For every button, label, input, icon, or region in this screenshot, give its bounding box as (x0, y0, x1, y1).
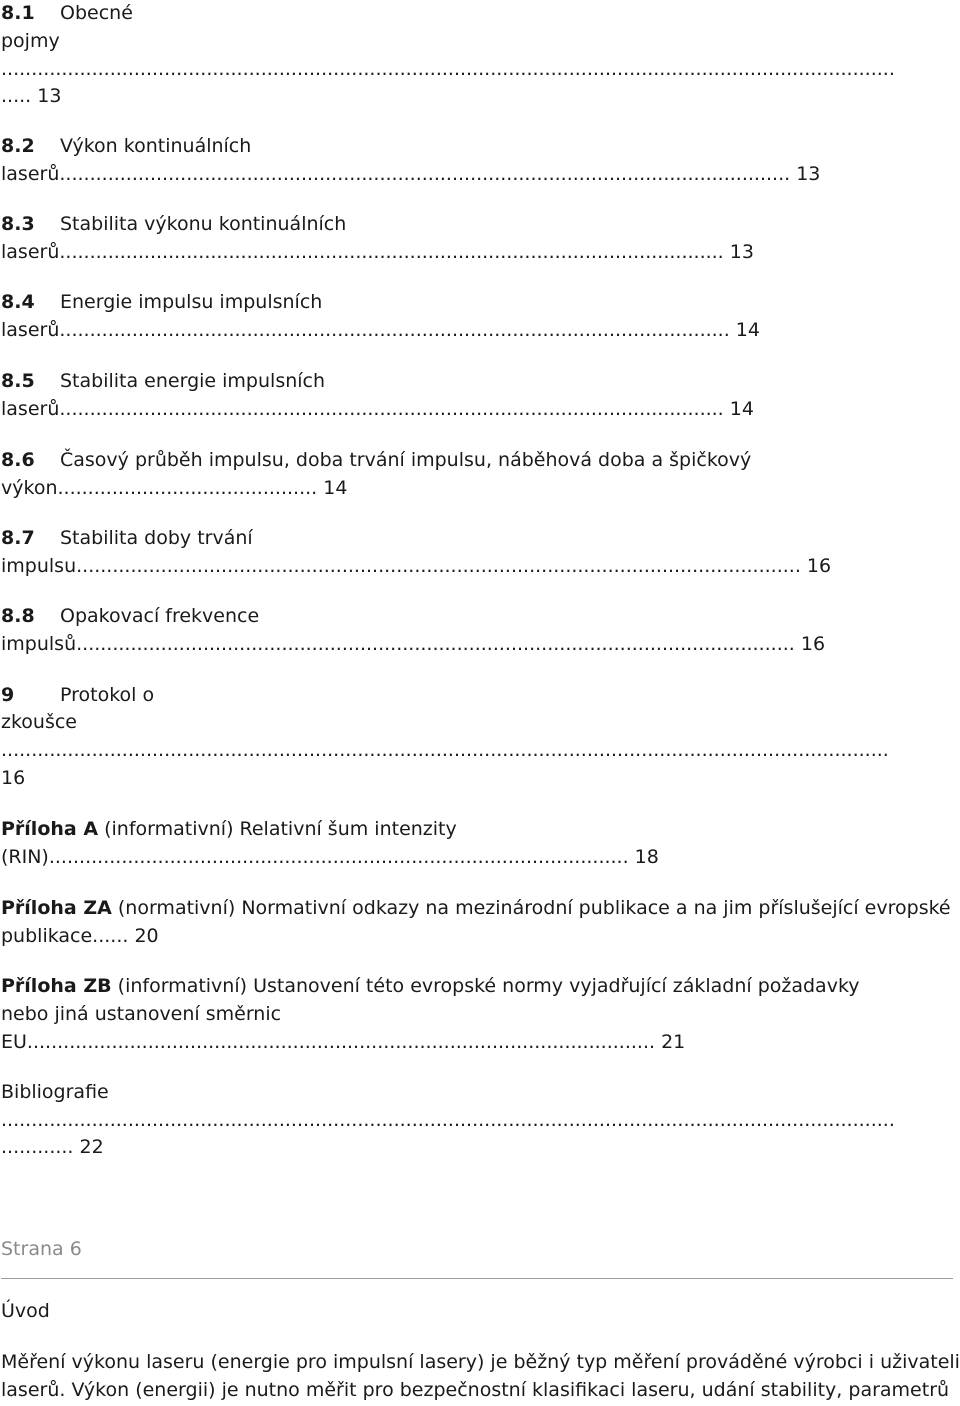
toc-entry-number: 8.2 (1, 135, 35, 157)
toc-entry-8-2-cont (1, 160, 960, 188)
toc-page-number: ..... 13 (1, 85, 62, 107)
toc-entry-9-heading (1, 681, 960, 709)
section-heading (1, 1297, 960, 1325)
toc-entry-continuation: laserů (1, 398, 60, 420)
body-paragraph-line-2 (1, 1376, 960, 1404)
toc-entry-8-8-heading (1, 602, 960, 630)
toc-entry-continuation: laserů (1, 319, 60, 341)
toc-leader-dots: ............................................................................................................... 14 (59, 319, 760, 341)
toc-entry-8-7-heading (1, 524, 960, 552)
page-number-label: Strana 6 (1, 1238, 82, 1260)
toc-annex-label: Příloha ZA (1, 897, 112, 919)
toc-entry-title: (normativní) Normativní odkazy na mezinárodní publikace a na jim příslušející evropské (117, 897, 951, 919)
page-divider (1, 1278, 953, 1279)
body-text: laserů. Výkon (energii) je nutno měřit pro bezpečnostní klasifikaci laseru, udání stability, parametrů (1, 1379, 950, 1401)
toc-entry-8-7-cont (1, 552, 960, 580)
toc-bibliography-heading (1, 1078, 960, 1106)
toc-entry-number: 8.1 (1, 2, 35, 24)
toc-entry-8-3-heading (1, 210, 960, 238)
toc-entry-8-2-heading (1, 132, 960, 160)
toc-leader-dots: .................................................................................................................................................... (1, 1109, 895, 1131)
toc-entry-9-dots (1, 736, 960, 764)
body-text: Měření výkonu laseru (energie pro impulsní lasery) je běžný typ měření prováděné výrobci i uživateli (1, 1351, 960, 1373)
toc-leader-dots: ........................................................................................................................ 16 (76, 555, 832, 577)
toc-entry-continuation: EU (1, 1031, 27, 1053)
body-paragraph-line-1 (1, 1348, 960, 1376)
toc-entry-8-1-heading (1, 0, 960, 27)
toc-entry-title: (informativní) Relativní šum intenzity (104, 818, 457, 840)
toc-entry-continuation: impulsů (1, 633, 77, 655)
toc-leader-dots: ................................................................................................ 18 (48, 846, 659, 868)
toc-entry-8-1-cont (1, 27, 960, 55)
toc-entry-continuation: impulsu (1, 555, 77, 577)
toc-annex-zb-heading (1, 972, 960, 1000)
toc-leader-dots: .................................................................................................................................................... (1, 58, 895, 80)
toc-leader-dots: ........................................... 14 (57, 477, 348, 499)
toc-entry-continuation: laserů (1, 241, 60, 263)
toc-entry-continuation: výkon (1, 477, 58, 499)
toc-entry-9-cont (1, 708, 960, 736)
toc-page-number: 16 (1, 767, 26, 789)
toc-entry-continuation: zkoušce (1, 711, 77, 733)
toc-entry-continuation: pojmy (1, 30, 60, 52)
toc-entry-number: 8.7 (1, 527, 35, 549)
toc-page-number: ............ 22 (1, 1136, 104, 1158)
toc-entry-number: 8.8 (1, 605, 35, 627)
toc-entry-8-1-dots (1, 55, 960, 83)
toc-leader-dots: .............................................................................................................. 13 (59, 241, 754, 263)
toc-entry-title: Obecné (60, 2, 133, 24)
toc-leader-dots: ......................................................................................................................... 13 (59, 163, 821, 185)
toc-entry-8-5-cont (1, 395, 960, 423)
toc-entry-8-6-cont (1, 474, 960, 502)
toc-entry-title: Stabilita výkonu kontinuálních (60, 213, 347, 235)
toc-entry-9-page (1, 764, 960, 792)
toc-entry-number: 8.3 (1, 213, 35, 235)
toc-leader-dots: ........................................................................................................ 21 (26, 1031, 686, 1053)
section-title: Úvod (1, 1300, 50, 1322)
toc-entry-title: Stabilita doby trvání (60, 527, 253, 549)
toc-entry-number: 8.5 (1, 370, 35, 392)
toc-leader-dots: .............................................................................................................. 14 (59, 398, 754, 420)
toc-annex-label: Příloha ZB (1, 975, 112, 997)
toc-entry-8-3-cont (1, 238, 960, 266)
toc-entry-8-6-heading (1, 446, 960, 474)
toc-entry-title: Časový průběh impulsu, doba trvání impulsu, náběhová doba a špičkový (60, 449, 752, 471)
toc-leader-dots: ................................................................................................................................................... (1, 739, 889, 761)
toc-entry-title: (informativní) Ustanovení této evropské normy vyjadřující základní požadavky (117, 975, 860, 997)
toc-entry-title: Stabilita energie impulsních (60, 370, 326, 392)
toc-entry-number: 8.4 (1, 291, 35, 313)
toc-entry-8-1-page (1, 82, 960, 110)
toc-entry-8-8-cont (1, 630, 960, 658)
toc-leader-dots: ....................................................................................................................... 16 (76, 633, 826, 655)
page-label (1, 1235, 960, 1263)
toc-entry-continuation: publikace (1, 925, 93, 947)
toc-leader-dots: ...... 20 (92, 925, 159, 947)
toc-entry-continuation: laserů (1, 163, 60, 185)
toc-entry-number: 8.6 (1, 449, 35, 471)
toc-entry-title: Bibliografie (1, 1081, 109, 1103)
toc-bibliography-dots (1, 1106, 960, 1134)
toc-entry-continuation: (RIN) (1, 846, 49, 868)
toc-entry-title: Energie impulsu impulsních (60, 291, 323, 313)
toc-bibliography-page (1, 1133, 960, 1161)
toc-annex-a-cont (1, 843, 960, 871)
toc-annex-a-heading (1, 815, 960, 843)
toc-entry-title-continued: nebo jiná ustanovení směrnic (1, 1003, 282, 1025)
toc-entry-title: Výkon kontinuálních (60, 135, 252, 157)
toc-annex-za-cont (1, 922, 960, 950)
toc-entry-title: Protokol o (60, 684, 155, 706)
toc-entry-8-4-heading (1, 288, 960, 316)
toc-entry-number: 9 (1, 684, 15, 706)
toc-entry-8-4-cont (1, 316, 960, 344)
toc-annex-label: Příloha A (1, 818, 99, 840)
toc-annex-zb-line2 (1, 1000, 960, 1028)
toc-annex-za-heading (1, 894, 960, 922)
toc-entry-8-5-heading (1, 367, 960, 395)
toc-annex-zb-cont (1, 1028, 960, 1056)
toc-entry-title: Opakovací frekvence (60, 605, 260, 627)
